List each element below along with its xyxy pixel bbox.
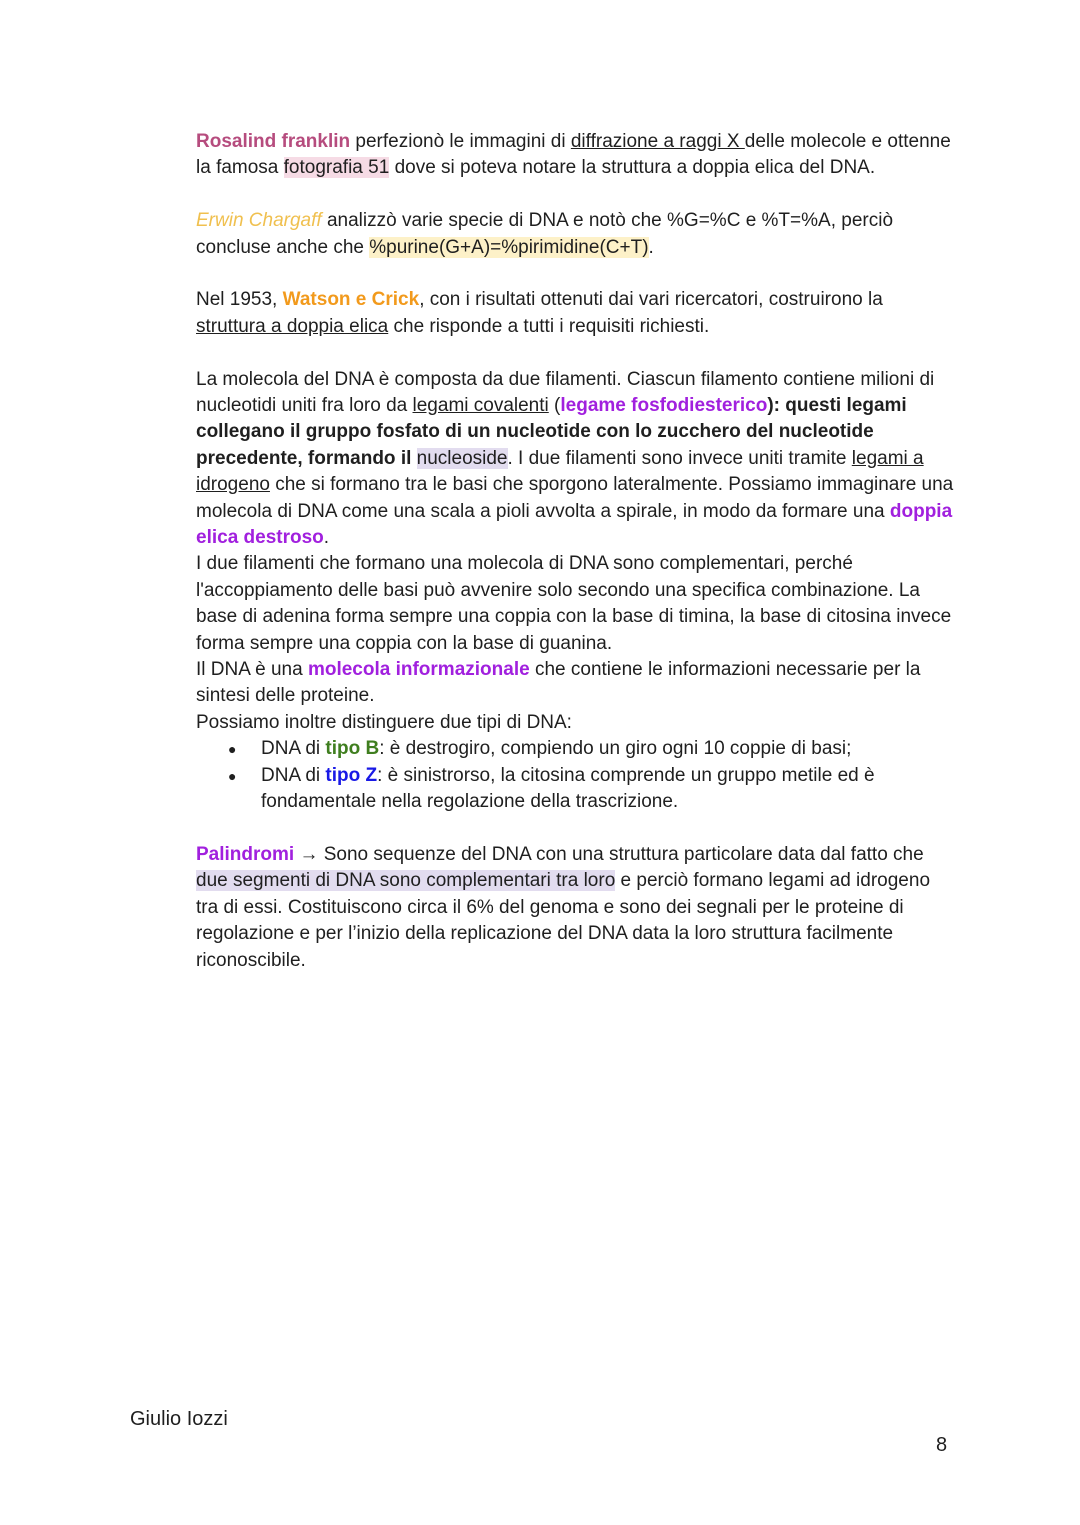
term-phosphodiester-bond: legame fosfodiesterico — [560, 395, 768, 417]
paragraph-palindromes: Palindromi → Sono sequenze del DNA con una struttura particolare data dal fatto che due segmenti di DNA sono complementari tra loro e perciò formano legami ad idrogeno tra di essi. Costituiscono circa il 6% del genoma e sono dei segnali per le proteine di regolazione e per l’inizio della replicazione del DNA data la loro struttura facilmente riconoscibile. — [196, 843, 931, 971]
underlined-double-helix: struttura a doppia elica — [196, 315, 389, 337]
term-palindromi: Palindromi — [196, 843, 295, 865]
highlight-complementary-segments: due segmenti di DNA sono complementari tra loro — [196, 870, 616, 892]
underlined-diffraction: diffrazione a raggi X — [570, 131, 745, 152]
term-informational-molecule: molecola informazionale — [307, 659, 530, 681]
name-rosalind-franklin: Rosalind franklin — [196, 131, 351, 152]
name-watson-crick: Watson e Crick — [282, 289, 420, 311]
document-body — [196, 129, 956, 974]
list-item: ● DNA di tipo B: è destrogiro, compiendo un giro ogni 10 coppie di basi; — [261, 736, 956, 762]
underlined-covalent-bonds: legami covalenti — [412, 395, 549, 417]
name-erwin-chargaff: Erwin Chargaff — [196, 210, 322, 232]
highlight-chargaff-rule: %purine(G+A)=%pirimidine(C+T) — [369, 236, 649, 258]
spacer — [196, 816, 956, 842]
highlight-photo-51: fotografia 51 — [283, 157, 390, 179]
underlined-hydrogen-bonds: legami a idrogeno — [196, 447, 924, 496]
paragraph-complementary: I due filamenti che formano una molecola di DNA sono complementari, perché l'accoppiamento delle basi può avvenire solo secondo una specifica combinazione. La base di adenina forma sempre una coppia con la base di timina, la base di citosina invece forma sempre una coppia con la base di guanina. — [196, 553, 952, 654]
term-right-handed-helix: doppia elica destroso — [196, 500, 953, 549]
page-number: 8 — [936, 1434, 948, 1456]
term-tipo-z: tipo Z — [325, 764, 378, 786]
paragraph-informational: Il DNA è una molecola informazionale che contiene le informazioni necessarie per la sintesi delle proteine. — [196, 659, 921, 707]
paragraph-dna-types-intro: Possiamo inoltre distinguere due tipi di DNA: — [196, 711, 572, 733]
paragraph-dna-structure: La molecola del DNA è composta da due filamenti. Ciascun filamento contiene milioni di nucleotidi uniti fra loro da legami covalenti (legame fosfodiesterico): questi legami collegano il gruppo fosfato di un nucleotide con lo zucchero del nucleotide precedente, formando il nucleoside. I due filamenti sono invece uniti tramite legami a idrogeno che si formano tra le basi che sporgono lateralmente. Possiamo immaginare una molecola di DNA come una scala a pioli avvolta a spirale, in modo da formare una doppia elica destroso. — [196, 368, 954, 549]
paragraph-chargaff: Erwin Chargaff analizzò varie specie di DNA e notò che %G=%C e %T=%A, perciò concluse anche che %purine(G+A)=%pirimidine(C+T). — [196, 210, 894, 258]
paragraph-watson-crick: Nel 1953, Watson e Crick, con i risultati ottenuti dai vari ricercatori, costruirono la struttura a doppia elica che risponde a tutti i requisiti richiesti. — [196, 289, 883, 337]
term-tipo-b: tipo B — [325, 738, 380, 760]
footer-author: Giulio Iozzi — [130, 1408, 228, 1430]
list-item: ● DNA di tipo Z: è sinistrorso, la citosina comprende un gruppo metile ed è fondamentale nella regolazione della trascrizione. — [261, 763, 956, 816]
highlight-nucleoside: nucleoside — [416, 447, 508, 469]
paragraph-franklin: Rosalind franklin perfezionò le immagini di diffrazione a raggi X delle molecole e ottenne la famosa fotografia 51 dove si poteva notare la struttura a doppia elica del DNA. — [196, 131, 951, 179]
dna-types-list — [196, 736, 956, 815]
